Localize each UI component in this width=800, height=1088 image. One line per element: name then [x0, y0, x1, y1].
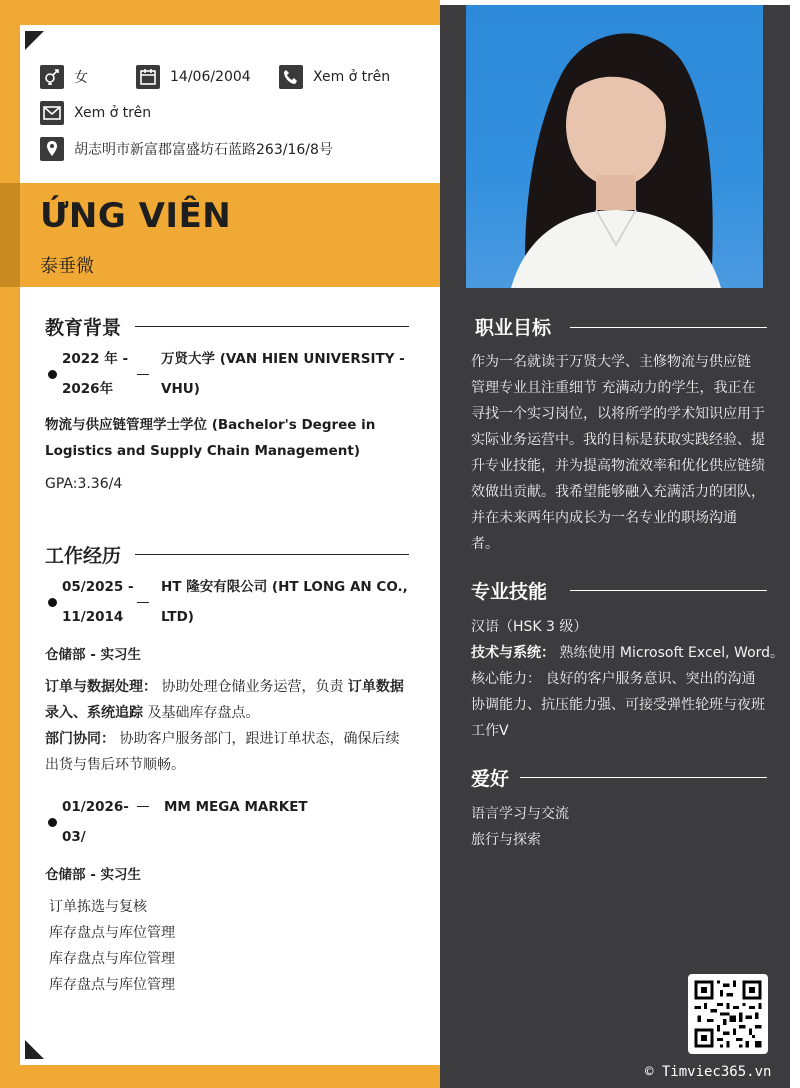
- timeline-dash: [137, 602, 149, 603]
- job1-period-end: 11/2014: [62, 609, 124, 625]
- job1-duty-line2: 录入、系统追踪 及基础库存盘点。: [45, 705, 260, 721]
- hobbies-divider: [520, 777, 767, 778]
- job2-period-end: 03/: [62, 829, 86, 845]
- job1-duty-line3: 部门协同： 协助客户服务部门，跟进订单状态，确保后续: [45, 731, 400, 747]
- phone-row: [279, 65, 390, 89]
- job1-company-line2: LTD): [161, 609, 194, 625]
- hobby-item: 旅行与探索: [471, 832, 541, 848]
- gender-value: 女: [74, 70, 88, 86]
- right-edge: [790, 0, 800, 1088]
- corner-decoration-bottom: [25, 1040, 44, 1059]
- job2-role: 仓储部 - 实习生: [45, 867, 142, 883]
- job1-duty-line4: 出货与售后环节顺畅。: [45, 757, 185, 773]
- calendar-icon: [136, 65, 160, 89]
- birthdate-row: [136, 65, 251, 89]
- objective-line: 效做出贡献。我希望能够融入充满活力的团队，: [471, 484, 765, 500]
- objective-line: 作为一名就读于万贤大学、主修物流与供应链: [471, 354, 751, 370]
- hobby-item: 语言学习与交流: [471, 806, 569, 822]
- site-watermark: © Timviec365.vn: [645, 1064, 772, 1080]
- edu-school-line2: VHU): [161, 381, 200, 397]
- profile-photo: [466, 5, 763, 288]
- phone-value: Xem ở trên: [313, 69, 391, 85]
- objective-line: 并在未来两年内成长为一名专业的职场沟通: [471, 510, 737, 526]
- edu-period-start: 2022 年 -: [62, 351, 129, 367]
- birthdate-value: 14/06/2004: [170, 69, 251, 85]
- education-divider: [135, 326, 409, 327]
- gender-row: [40, 65, 88, 89]
- job2-period-start: 01/2026-: [62, 799, 129, 815]
- edu-period-end: 2026年: [62, 381, 114, 397]
- edu-gpa: GPA:3.36/4: [45, 476, 123, 492]
- job2-task: 订单拣选与复核: [49, 899, 147, 915]
- skill-core-line1: 核心能力： 良好的客户服务意识、突出的沟通: [471, 671, 756, 687]
- job1-duty-line1: 订单与数据处理： 协助处理仓储业务运营，负责 订单数据: [45, 679, 404, 695]
- corner-decoration-top: [25, 31, 44, 50]
- skills-divider: [570, 590, 767, 591]
- job2-company: MM MEGA MARKET: [164, 799, 308, 815]
- objective-divider: [570, 327, 767, 328]
- address-row: [40, 137, 333, 161]
- skill-core-line3: 工作V: [471, 723, 509, 739]
- timeline-dash: [137, 806, 149, 807]
- objective-heading: 职业目标: [475, 317, 552, 339]
- job2-task: 库存盘点与库位管理: [49, 925, 175, 941]
- job2-task: 库存盘点与库位管理: [49, 977, 175, 993]
- address-value: 胡志明市新富郡富盛坊石蓝路263/16/8号: [74, 142, 333, 158]
- edu-degree-line2: Logistics and Supply Chain Management): [45, 443, 361, 459]
- banner-edge: [0, 183, 20, 287]
- email-value: Xem ở trên: [74, 105, 152, 121]
- objective-line: 管理专业且注重细节 充满动力的学生，我正在: [471, 380, 756, 396]
- timeline-dot: [48, 818, 57, 827]
- candidate-title: ỨNG VIÊN: [40, 196, 232, 236]
- timeline-dot: [48, 598, 57, 607]
- objective-line: 实际业务运营中。我的目标是获取实践经验、提: [471, 432, 765, 448]
- skill-tech: 技术与系统： 熟练使用 Microsoft Excel, Word。: [471, 645, 785, 661]
- education-heading: 教育背景: [45, 317, 122, 339]
- objective-line: 寻找一个实习岗位，以将所学的学术知识应用于: [471, 406, 765, 422]
- skills-heading: 专业技能: [471, 581, 548, 603]
- timeline-dash: [137, 374, 149, 375]
- qr-code: [688, 974, 768, 1054]
- job2-task: 库存盘点与库位管理: [49, 951, 175, 967]
- email-row: [40, 101, 151, 125]
- edu-degree-line1: 物流与供应链管理学士学位 (Bachelor's Degree in: [45, 417, 376, 433]
- gender-icon: [40, 65, 64, 89]
- candidate-name: 泰垂微: [40, 256, 94, 277]
- location-pin-icon: [40, 137, 64, 161]
- objective-line: 者。: [471, 536, 499, 552]
- experience-heading: 工作经历: [45, 545, 122, 567]
- objective-line: 升专业技能，并为提高物流效率和优化供应链绩: [471, 458, 765, 474]
- skill-core-line2: 协调能力、抗压能力强、可接受弹性轮班与夜班: [471, 697, 765, 713]
- phone-icon: [279, 65, 303, 89]
- job1-period-start: 05/2025 -: [62, 579, 134, 595]
- job1-role: 仓储部 - 实习生: [45, 647, 142, 663]
- job1-company-line1: HT 隆安有限公司 (HT LONG AN CO.,: [161, 579, 408, 595]
- timeline-dot: [48, 370, 57, 379]
- experience-divider: [135, 554, 409, 555]
- edu-school-line1: 万贤大学 (VAN HIEN UNIVERSITY -: [161, 351, 405, 367]
- hobbies-heading: 爱好: [471, 768, 510, 790]
- email-icon: [40, 101, 64, 125]
- skill-language: 汉语（HSK 3 级）: [471, 619, 588, 635]
